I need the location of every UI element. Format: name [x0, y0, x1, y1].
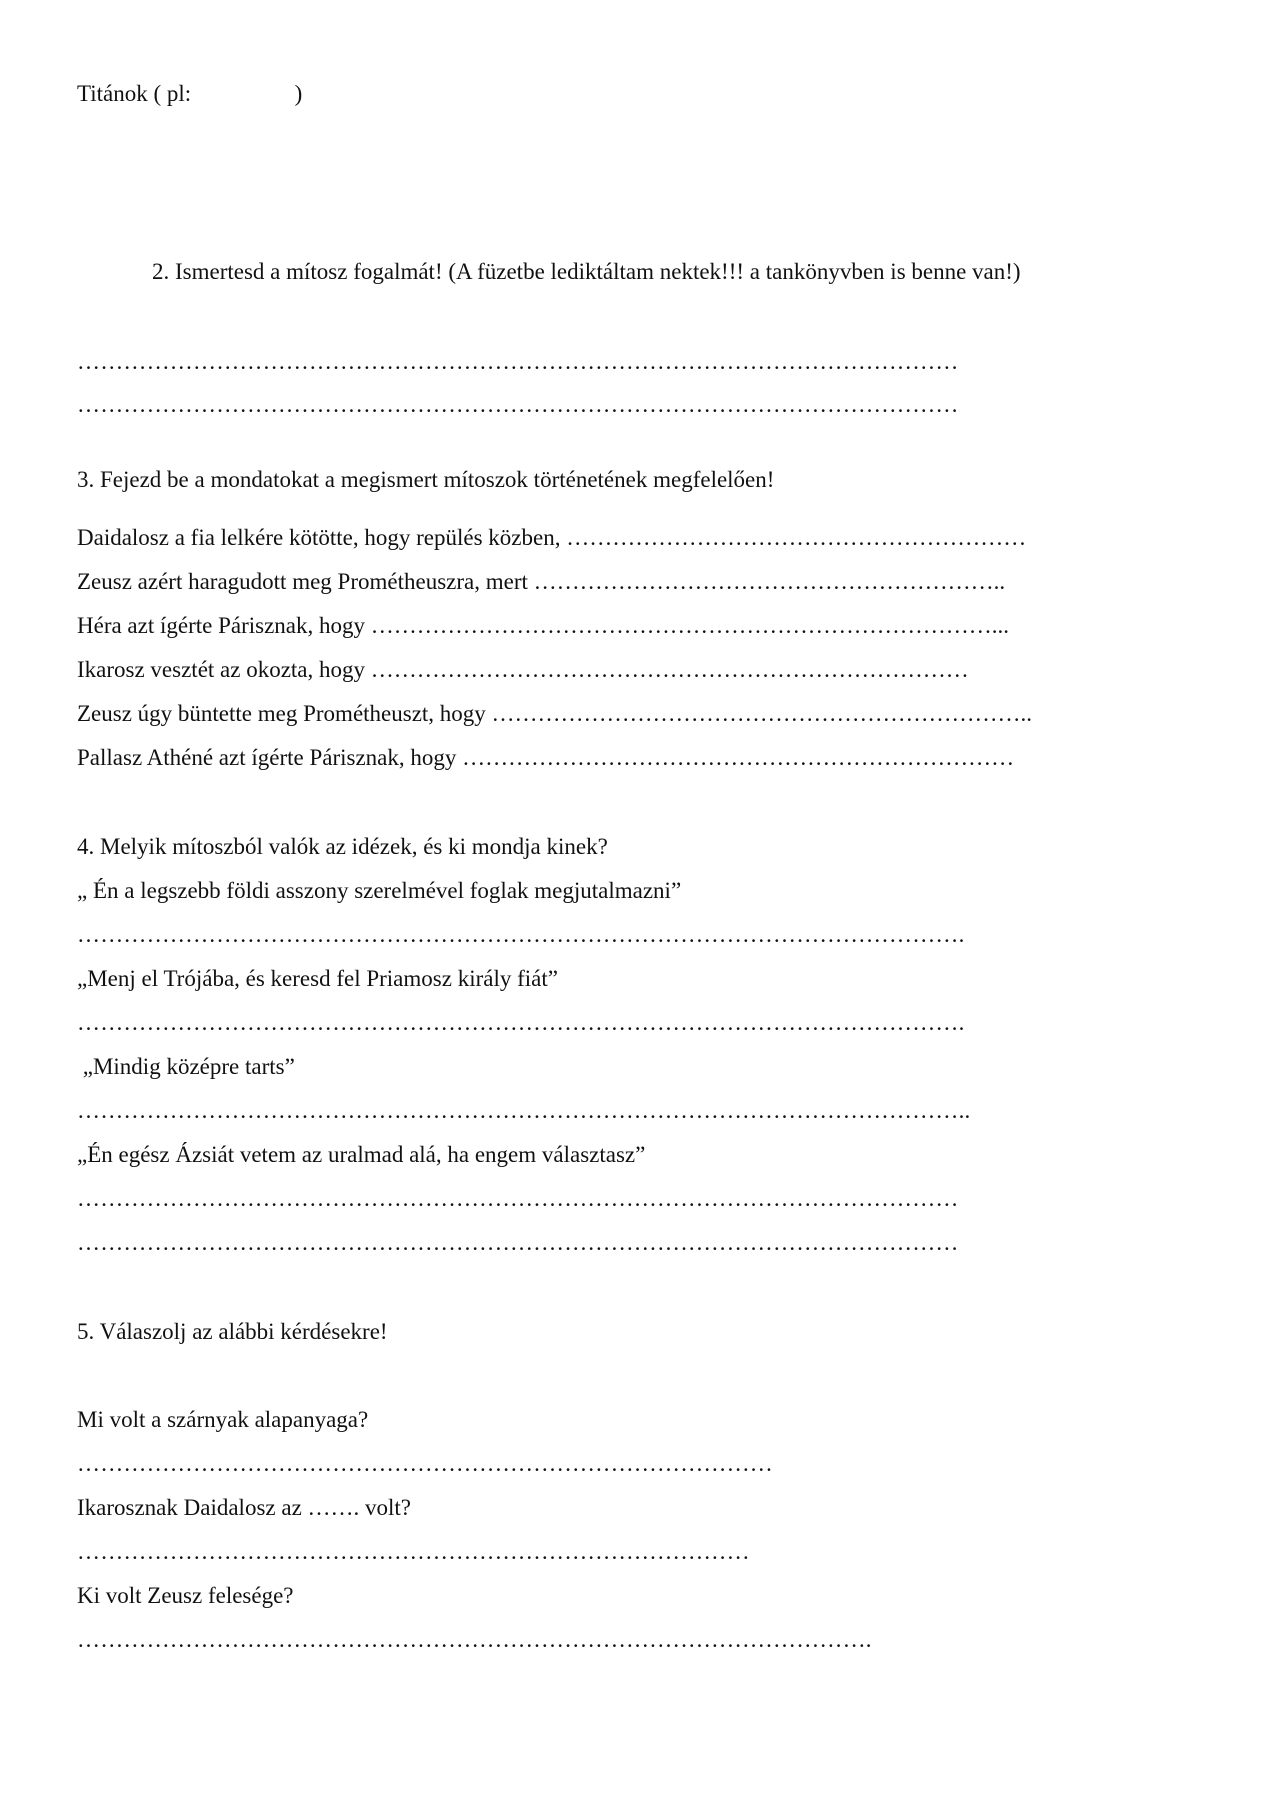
q5-answer-line[interactable]: ………………………………………………………………………………………….	[77, 1627, 872, 1652]
q4-answer-line[interactable]: …………………………………………………………………………………………………….	[77, 1010, 965, 1035]
q5-question: Ikarosznak Daidalosz az ……. volt?	[77, 1495, 412, 1520]
q4-answer-line[interactable]: ……………………………………………………………………………………………………	[77, 1186, 959, 1211]
q5-heading: 5. Válaszolj az alábbi kérdésekre!	[77, 1319, 388, 1344]
q3-sentence[interactable]: Pallasz Athéné azt ígérte Párisznak, hogy ………………………………………………………………	[77, 745, 1015, 770]
q3-heading: 3. Fejezd be a mondatokat a megismert mítoszok történetének megfelelően!	[77, 467, 775, 492]
q4-quote: „Menj el Trójába, és keresd fel Priamosz király fiát”	[77, 966, 558, 991]
q3-sentence[interactable]: Zeusz úgy büntette meg Prométheuszt, hogy ……………………………………………………………..	[77, 701, 1033, 726]
q4-heading: 4. Melyik mítoszból valók az idézek, és ki mondja kinek?	[77, 834, 608, 859]
q5-question: Ki volt Zeusz felesége?	[77, 1583, 294, 1608]
q4-answer-line[interactable]: …………………………………………………………………………………………………….	[77, 922, 965, 947]
q5-answer-line[interactable]: ……………………………………………………………………………	[77, 1539, 750, 1564]
q3-sentence[interactable]: Zeusz azért haragudott meg Prométheuszra, mert ……………………………………………………..	[77, 569, 1006, 594]
q5-question: Mi volt a szárnyak alapanyaga?	[77, 1407, 369, 1432]
q4-answer-line[interactable]: ……………………………………………………………………………………………………..	[77, 1098, 971, 1123]
titans-line: Titánok ( pl: )	[77, 81, 303, 106]
q3-sentence[interactable]: Ikarosz vesztét az okozta, hogy ……………………………………………………………………	[77, 657, 969, 682]
q2-answer-line-2[interactable]: ……………………………………………………………………………………………………	[77, 392, 959, 417]
q5-answer-line[interactable]: ………………………………………………………………………………	[77, 1451, 773, 1476]
q4-answer-line[interactable]: ……………………………………………………………………………………………………	[77, 1230, 959, 1255]
q4-quote: „ Én a legszebb földi asszony szerelmével foglak megjutalmazni”	[77, 878, 682, 903]
q3-sentence[interactable]: Héra azt ígérte Párisznak, hogy ………………………………………………………………………...	[77, 613, 1010, 638]
q2-answer-line-1[interactable]: ……………………………………………………………………………………………………	[77, 349, 959, 374]
q4-quote: „Én egész Ázsiát vetem az uralmad alá, ha engem választasz”	[77, 1142, 646, 1167]
q4-quote: „Mindig középre tarts”	[77, 1054, 295, 1079]
q3-sentence[interactable]: Daidalosz a fia lelkére kötötte, hogy repülés közben, ……………………………………………………	[77, 525, 1027, 550]
q2-heading: 2. Ismertesd a mítosz fogalmát! (A füzetbe lediktáltam nektek!!! a tankönyvben is benne van!)	[152, 259, 1021, 284]
